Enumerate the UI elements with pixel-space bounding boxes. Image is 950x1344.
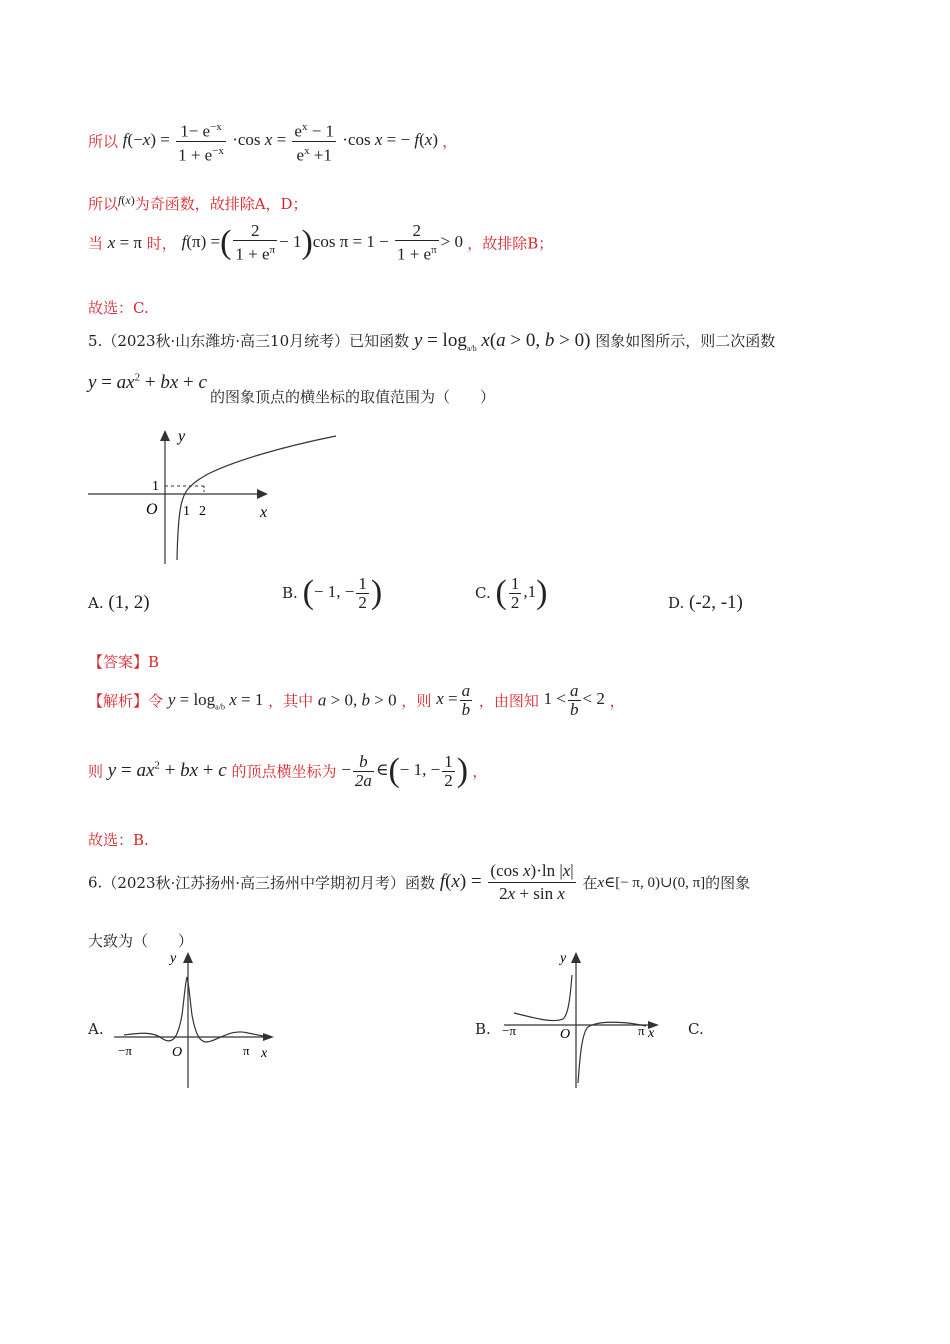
q5-analysis-eq1: $y = \log_{a/b} x = 1$ xyxy=(167,689,264,712)
q4-line3 xyxy=(88,222,553,264)
q5-analysis-line2 xyxy=(88,752,487,790)
q5-text-line2: 的图象顶点的横坐标的取值范围为（ ） xyxy=(210,388,496,406)
q6a-y-arrow xyxy=(183,952,193,963)
q5-analysis-x: x = $\frac{a}{b}$ xyxy=(436,681,471,719)
q5-option-b-math: (− 1, − $\frac{1}{2}$ ) xyxy=(302,573,383,612)
q6-stem-line1 xyxy=(88,860,750,905)
q4-line3-mid: 时， xyxy=(146,234,177,253)
q5-analysis-mid3: ，由图知 xyxy=(478,692,539,710)
q6b-y-label: y xyxy=(560,951,567,966)
q6-option-a-label: A. xyxy=(88,1020,104,1038)
q5-then: 则 xyxy=(88,762,104,781)
q6a-curve xyxy=(124,977,263,1042)
q6b-curve-right xyxy=(578,1022,646,1083)
q5-analysis-cond: a > 0, b > 0 xyxy=(317,690,397,710)
q4-line3-suffix: ，故排除B； xyxy=(467,234,554,253)
q5-answer-tag: 【答案】 xyxy=(88,653,149,671)
q5-then-mid: 的顶点横坐标为 xyxy=(231,762,337,781)
q4-line3-prefix: 当 xyxy=(88,234,104,253)
q6-text-after: 的图象 xyxy=(705,874,751,892)
q6a-origin: O xyxy=(172,1045,183,1060)
q6-source: （2023秋·江苏扬州·高三扬州中学期初月考）函数 xyxy=(102,874,436,892)
q4-line3-formula: f(π) =( $\frac{2}{1 + e^\pi}$ − 1)cos π = 1 − $\frac{2}{1 + e^\pi}$ > 0 xyxy=(181,221,463,264)
q5-function: $y = \log_{a/b} x(a > 0$, b > 0) xyxy=(413,330,591,353)
q5-analysis-tag: 【解析】 xyxy=(88,692,149,710)
q5-option-c-label: C. xyxy=(475,584,491,602)
q5-x-arrow xyxy=(257,489,268,499)
q5-option-a[interactable] xyxy=(88,592,150,614)
q5-analysis-ineq: 1 < $\frac{a}{b}$ < 2 xyxy=(543,681,605,719)
q6-domain-prefix: 在 xyxy=(582,874,598,892)
q5-analysis-end: ， xyxy=(609,692,625,710)
q5-text-after: 图象如图所示，则二次函数 xyxy=(595,332,776,350)
q4-line2-text: 为奇函数，故排除A，D； xyxy=(134,195,308,213)
q6a-x-arrow xyxy=(263,1033,274,1041)
q5-x-label: x xyxy=(260,504,268,521)
q5-then-quadratic: $y = ax^2$ + bx + c xyxy=(107,759,227,782)
q5-analysis-ling: 令 xyxy=(148,692,164,710)
q4-line1-suffix: ， xyxy=(442,132,458,151)
q5-option-a-value: (1, 2) xyxy=(108,592,150,613)
q5-option-d-label: D. xyxy=(668,594,685,612)
q6-option-c[interactable] xyxy=(688,1020,704,1038)
q5-conclusion: 故选：B. xyxy=(88,831,149,849)
q4-line3-x-pi: x = π xyxy=(107,232,143,252)
q6b-curve-left xyxy=(514,975,572,1021)
q5-tick-1x: 1 xyxy=(183,504,190,519)
q6a-neg-pi: −π xyxy=(118,1043,132,1058)
q6-option-b-label: B. xyxy=(475,1020,491,1038)
q4-line1 xyxy=(88,118,457,164)
q6-option-b[interactable] xyxy=(475,1020,491,1038)
q5-answer-value: B xyxy=(148,653,160,671)
q6b-y-arrow xyxy=(571,952,581,963)
q5-analysis xyxy=(88,682,625,719)
q5-analysis-mid1: ，其中 xyxy=(268,692,314,710)
q5-source: （2023秋·山东潍坊·高三10月统考）已知函数 xyxy=(102,332,410,350)
q5-option-d-value: (-2, -1) xyxy=(689,592,743,613)
q5-option-c[interactable] xyxy=(475,574,547,612)
q6a-pi: π xyxy=(243,1043,250,1058)
q5-stem-line2 xyxy=(88,372,207,394)
q5-tick-2x: 2 xyxy=(199,504,206,519)
q5-option-b[interactable] xyxy=(282,574,382,612)
q5-log-curve xyxy=(177,436,336,560)
q6-option-a[interactable] xyxy=(88,1020,104,1038)
q5-option-b-label: B. xyxy=(282,584,298,602)
q5-option-a-label: A. xyxy=(88,594,104,612)
q6b-x-label: x xyxy=(648,1026,655,1041)
q6-number: 6. xyxy=(88,873,103,892)
q6-graph-b xyxy=(498,945,668,1090)
q4-line2-fx: f(x) xyxy=(118,193,135,207)
q6b-origin: O xyxy=(560,1027,571,1042)
q5-y-arrow xyxy=(160,430,170,441)
q5-graph xyxy=(86,422,346,567)
q6-text-line2: 大致为（ ） xyxy=(88,932,194,950)
q6b-neg-pi: −π xyxy=(502,1023,516,1038)
q5-then-end: ， xyxy=(472,762,488,781)
q5-option-c-math: ( $\frac{1}{2}$ ,1) xyxy=(495,573,548,612)
q5-number: 5. xyxy=(88,332,103,350)
q6-function: f(x) = $\frac{\text{(cos x)·ln |x|}}{\text{2x + sin x}}$ xyxy=(439,861,574,903)
q5-tick-1y: 1 xyxy=(152,479,159,494)
q6-option-c-label: C. xyxy=(688,1020,704,1038)
q5-stem-line1 xyxy=(88,330,775,353)
q6-graph-a xyxy=(108,945,283,1090)
q4-conclusion: 故选：C. xyxy=(88,299,149,317)
q6a-y-label: y xyxy=(170,951,177,966)
q4-line1-formula: f(−x) = $\frac{1- e^{-x}}{1 + e^{-x}}$ ·cos x = $\frac{e^x - 1}{e^x +1}$ ·cos x = − f(x) xyxy=(123,130,442,149)
q6-domain: x∈[− π, 0)∪(0, π] xyxy=(597,875,706,891)
q5-y-label: y xyxy=(178,428,186,445)
q4-line2 xyxy=(88,193,308,214)
q5-answer xyxy=(88,651,159,672)
q6a-x-label: x xyxy=(261,1046,268,1061)
q4-line1-prefix: 所以 xyxy=(88,132,119,151)
q5-quadratic: $y = ax^2$ + bx + c xyxy=(88,372,207,394)
q5-analysis-mid2: ，则 xyxy=(401,692,432,710)
q5-then-vertex: − $\frac{b}{2a}$ ∈(− 1, − $\frac{1}{2}$ ) xyxy=(341,751,469,790)
q5-option-d[interactable] xyxy=(668,592,743,614)
q6b-pi: π xyxy=(638,1023,645,1038)
q4-line2-prefix: 所以 xyxy=(88,195,119,213)
q5-origin: O xyxy=(146,501,158,518)
